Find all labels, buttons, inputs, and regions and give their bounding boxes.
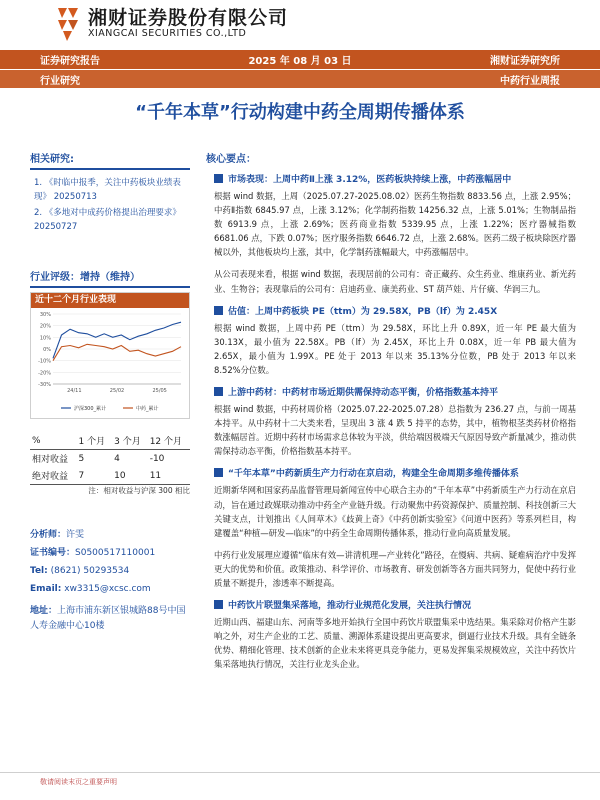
address-text: 上海市浦东新区银城路88号中国人寿金融中心10楼 bbox=[30, 606, 186, 631]
paragraph: 根据 wind 数据，中药材周价格（2025.07.22-2025.07.28）总指数为 236.27 点，与前一周基本持平。从中药材十二大类来看，呈现出 3 涨 4 跌 5 持平的态势，其中，植物根茎类药材价格指数涨幅居首。近期中药材市场需求总体较为平淡，供给端因极端天气原因导致产新量减少，推动供需保持动态平衡，价格指数基本持平。 bbox=[214, 404, 576, 457]
company-name-cn: 湘财证券股份有限公司 bbox=[88, 7, 289, 29]
address bbox=[30, 604, 190, 634]
chart-y-tick-label: -30% bbox=[38, 382, 51, 388]
cert-label: 证书编号： bbox=[30, 548, 76, 558]
email-link[interactable]: xw3315@xcsc.com bbox=[64, 584, 151, 594]
header-bar-top bbox=[0, 50, 600, 69]
chart-plot bbox=[31, 308, 189, 418]
paragraph: 根据 wind 数据，上周中药 PE（ttm）为 29.58X，环比上升 0.89X，近一年 PE 最大值为 30.13X，最小值为 22.58X。PB（lf）为 2.45X，环比上升 0.08X，近一年 PB 最大值为 2.65X，最小值为 1.99X。PE 处于 2013 年以来 35.13%分位数，PB 处于 2013 年以来 8.52%分位数。 bbox=[214, 322, 576, 375]
related-research-heading: 相关研究: bbox=[30, 150, 190, 170]
table-cell: 4 bbox=[114, 453, 120, 464]
company-logo bbox=[54, 4, 288, 44]
page-title: “千年本草”行动构建中药全周期传播体系 bbox=[135, 102, 465, 123]
paragraph: 从公司表现来看，根据 wind 数据，表现居前的公司有：奇正藏药、众生药业、维康药业、新光药业、生物谷；表现靠后的公司有：启迪药业、康美药业、ST 葫芦娃、片仔癀、华润三九。 bbox=[214, 269, 576, 294]
chart-x-tick-label: 25/05 bbox=[152, 388, 167, 394]
related-research-link[interactable]: 1. 《时临中报季，关注中药板块业绩表现》 20250713 bbox=[34, 178, 181, 202]
footer-disclaimer: 敬请阅读末页之重要声明 bbox=[40, 778, 117, 786]
chart-y-tick-label: 10% bbox=[39, 335, 51, 342]
performance-chart bbox=[30, 292, 190, 419]
report-type: 证券研究报告 bbox=[40, 56, 100, 67]
chart-x-tick-label: 25/02 bbox=[109, 388, 125, 394]
report-category: 行业研究 bbox=[40, 75, 80, 87]
table-cell: 11 bbox=[148, 467, 190, 485]
section-heading-text: “千年本草”中药新质生产力行动在京启动，构建全生命周期多维传播体系 bbox=[228, 469, 519, 480]
paragraph: 近期新华网和国家药品监督管理局新闻宣传中心联合主办的“千年本草”中药新质生产力行动在京启动，旨在通过政媒联动推动中药全产业链升级。行动聚焦中药资源保护、质量控制、科技创新三大关键支点，计划推出《人间草木》《歧黄上奇》《中药创新实验室》《问道中医药》等系列栏目，构建覆盖“种植—研发—临床”的中药全生命周期传播体系，推动行业向高质量发展。 bbox=[214, 485, 576, 538]
section-heading bbox=[214, 598, 576, 611]
chart-y-tick-label: -10% bbox=[38, 358, 51, 365]
header-bar-bottom bbox=[0, 69, 600, 88]
table-header-cell: 3 个月 bbox=[112, 432, 148, 450]
table-cell: 10 bbox=[112, 467, 148, 485]
address-label: 地址： bbox=[30, 606, 58, 616]
email-label: Email: bbox=[30, 584, 62, 594]
table-cell: 相对收益 bbox=[32, 455, 69, 465]
related-research bbox=[30, 150, 190, 236]
company-name-en: XIANGCAI SECURITIES CO.,LTD bbox=[88, 28, 247, 39]
table-header-cell: 1 个月 bbox=[77, 432, 113, 450]
analyst-label: 分析师： bbox=[30, 530, 67, 540]
core-points-heading: 核心要点： bbox=[206, 154, 256, 165]
tel-number: (8621) 50293534 bbox=[50, 566, 130, 576]
report-date: 2025 年 08 月 03 日 bbox=[248, 56, 352, 67]
footer-divider bbox=[0, 772, 600, 773]
table-note: 注：相对收益与沪深 300 相比 bbox=[88, 486, 190, 495]
chart-legend-label: 中药_累计 bbox=[136, 406, 159, 412]
section-heading-text: 上游中药材：中药材市场近期供需保持动态平衡，价格指数基本持平 bbox=[228, 388, 499, 399]
chart-y-tick-label: 30% bbox=[39, 312, 51, 318]
table-row bbox=[30, 450, 190, 468]
square-bullet-icon bbox=[214, 468, 223, 477]
table-header-cell: % bbox=[30, 432, 77, 450]
company-logo-icon bbox=[54, 6, 80, 42]
chart-legend-label: 沪深300_累计 bbox=[74, 406, 107, 412]
related-research-link[interactable]: 2. 《多地对中成药价格提出治理要求》 20250727 bbox=[34, 208, 181, 232]
industry-rating: 行业评级：增持（维持） bbox=[30, 268, 190, 288]
table-cell: 绝对收益 bbox=[30, 467, 77, 485]
table-cell: -10 bbox=[149, 453, 165, 464]
paragraph: 根据 wind 数据，上周（2025.07.27-2025.08.02）医药生物指数 8833.56 点，上涨 2.95%；中药Ⅱ指数 6845.97 点，上涨 3.12%；化学制药指数 14256.32 点，上涨 5.01%；生物制品指数 6913.9 点，上涨 2.69%；医药商业指数 5339.95 点，上涨 1.22%；医疗器械指数 6681.06 点，下跌 0.07%；医疗服务指数 6646.72 点，上涨 2.68%。医药二级子板块除医疗器械以外，其他板块均上涨，其中，化学制药涨幅最大，中药涨幅居中。 bbox=[214, 191, 576, 258]
performance-table bbox=[30, 432, 190, 485]
analyst-name: 许雯 bbox=[66, 530, 85, 540]
paragraph: 近期山西、福建山东、河南等多地开始执行全国中药饮片联盟集采中选结果。集采除对价格产生影响之外，对生产企业的工艺、质量、溯源体系建设提出更高要求，倒逼行业技术升级。具有全链条优势、精细化管理、技术创新的企业未来将更具竞争能力，更易发挥集采规模效应，关注中药饮片集采落地执行情况，关注行业龙头企业。 bbox=[214, 617, 576, 670]
table-header-cell: 12 个月 bbox=[148, 432, 190, 450]
section-heading-text: 估值：上周中药板块 PE（ttm）为 29.58X，PB（lf）为 2.45X bbox=[228, 306, 498, 317]
analyst-info bbox=[30, 526, 190, 598]
table-cell: 5 bbox=[78, 453, 85, 464]
table-cell: 7 bbox=[77, 467, 113, 485]
section-heading bbox=[214, 304, 576, 317]
chart-x-tick-label: 24/11 bbox=[67, 388, 82, 394]
institute-name: 湘财证券研究所 bbox=[490, 56, 560, 67]
report-series: 中药行业周报 bbox=[500, 75, 560, 87]
square-bullet-icon bbox=[214, 387, 223, 396]
square-bullet-icon bbox=[214, 306, 223, 315]
paragraph: 中药行业发展理应遵循“临床有效—讲清机理—产业转化”路径，在慢病、共病、疑难病治疗中发挥更大的优势和价值。政策推动、科学评价、市场教育、研发创新等各方面共同努力，促使中药行业质量不断提升，渗透率不断提高。 bbox=[214, 549, 576, 588]
section-heading bbox=[214, 385, 576, 398]
chart-series-line bbox=[53, 322, 181, 358]
chart-y-tick-label: 0% bbox=[43, 347, 51, 353]
square-bullet-icon bbox=[214, 174, 223, 183]
section-heading bbox=[214, 466, 576, 479]
chart-y-tick-label: 20% bbox=[39, 323, 51, 330]
table-row bbox=[30, 467, 190, 485]
chart-series-line bbox=[53, 344, 181, 360]
section-heading-text: 市场表现：上周中药Ⅱ上涨 3.12%，医药板块持续上涨，中药涨幅居中 bbox=[228, 175, 512, 185]
tel-label: Tel: bbox=[30, 566, 48, 576]
section-heading-text: 中药饮片联盟集采落地，推动行业规范化发展，关注执行情况 bbox=[228, 601, 472, 612]
chart-title: 近十二个月行业表现 bbox=[31, 293, 189, 308]
table-header-row bbox=[30, 432, 190, 450]
chart-y-tick-label: -20% bbox=[38, 370, 51, 377]
core-points bbox=[206, 150, 576, 671]
square-bullet-icon bbox=[214, 600, 223, 609]
section-heading bbox=[214, 172, 576, 185]
cert-number: S0500517110001 bbox=[75, 548, 156, 558]
